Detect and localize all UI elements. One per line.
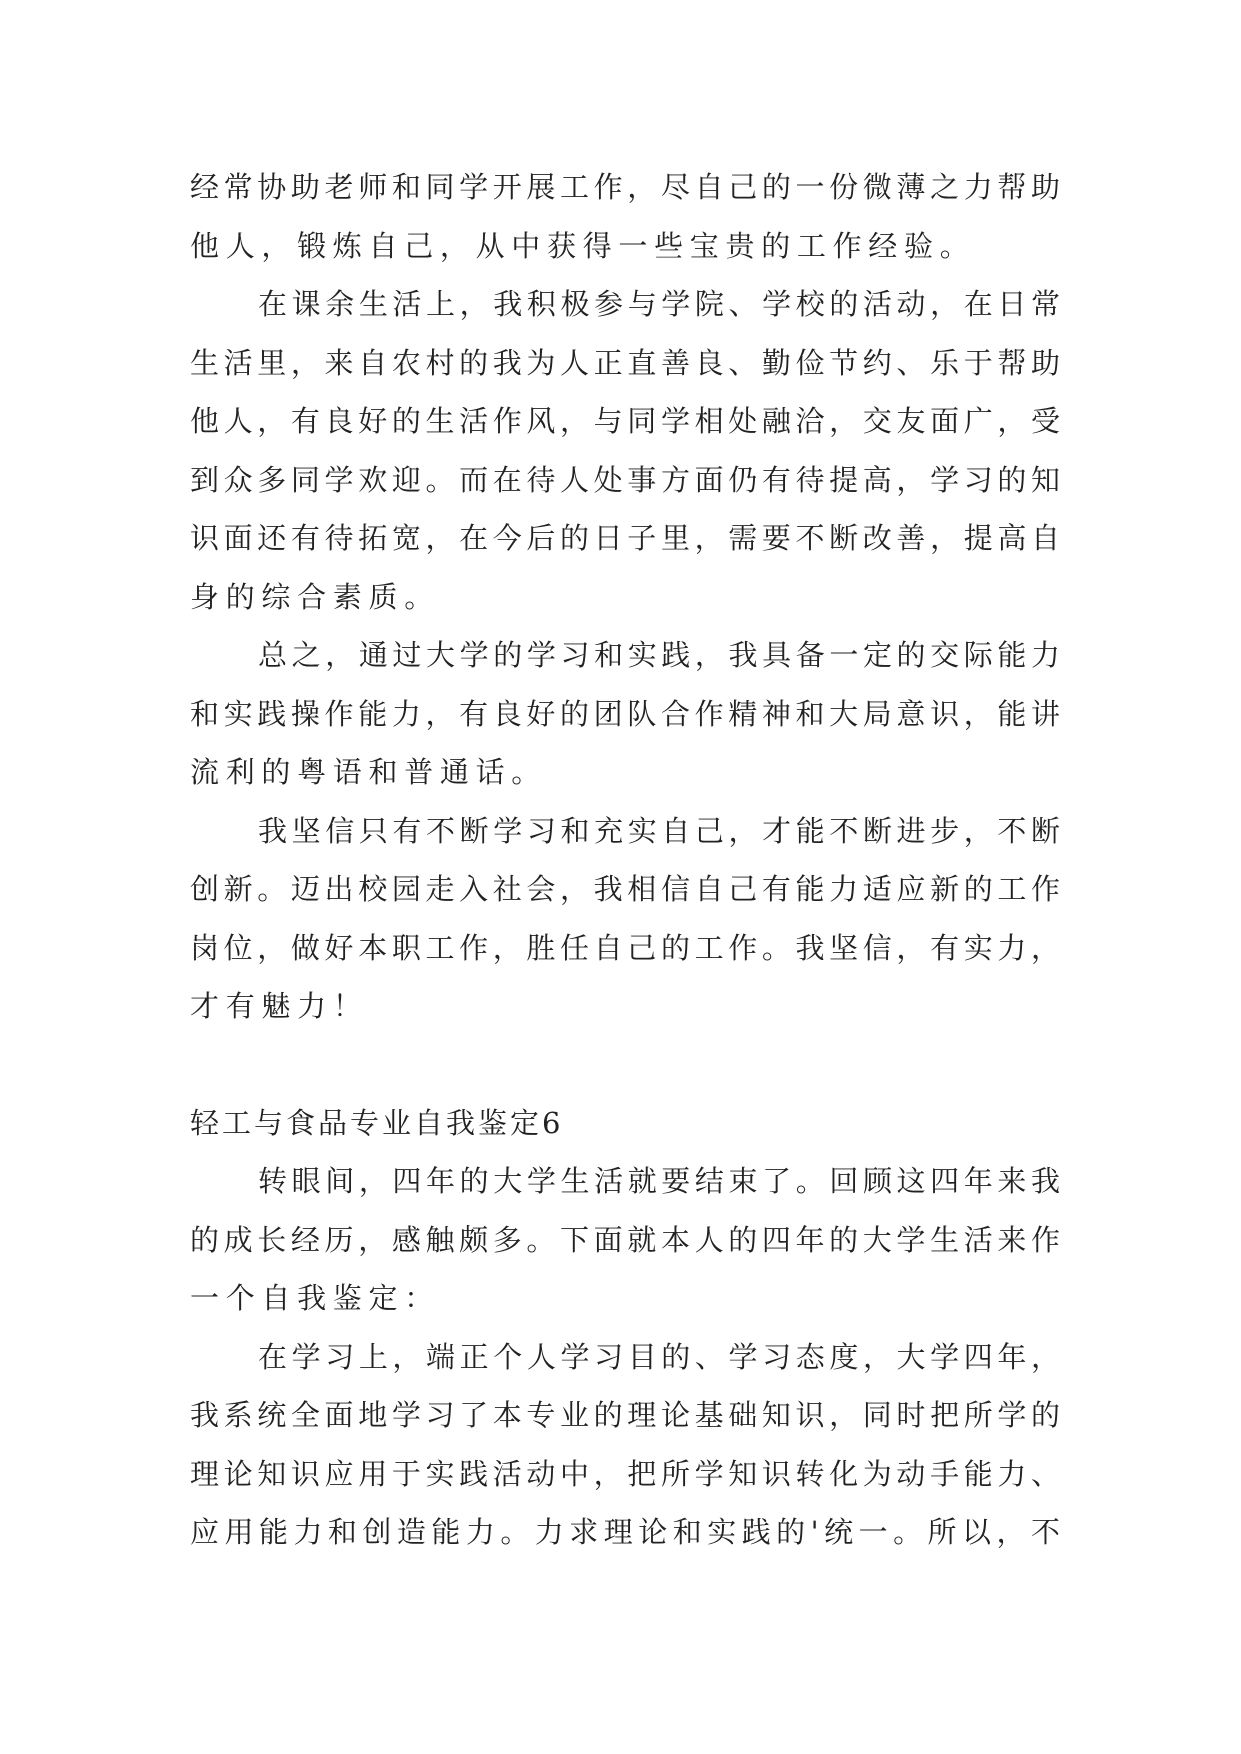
paragraph-5 bbox=[190, 1152, 1060, 1328]
text-line: 转眼间，四年的大学生活就要结束了。回顾这四年来我 bbox=[258, 1164, 1060, 1198]
paragraph-6 bbox=[190, 1328, 1060, 1562]
text-line: 在学习上，端正个人学习目的、学习态度，大学四年， bbox=[258, 1339, 1060, 1374]
text-line: 和实践操作能力，有良好的团队合作精神和大局意识，能讲 bbox=[190, 696, 1060, 731]
text-line: 创新。迈出校园走入社会，我相信自己有能力适应新的工作 bbox=[190, 872, 1060, 906]
document-body bbox=[190, 158, 1060, 1562]
text-line: 他人，锻炼自己，从中获得一些宝贵的工作经验。 bbox=[190, 228, 976, 263]
text-line: 身的综合素质。 bbox=[190, 579, 440, 614]
paragraph-4 bbox=[190, 802, 1060, 1036]
text-line: 理论知识应用于实践活动中，把所学知识转化为动手能力、 bbox=[190, 1456, 1060, 1491]
text-line: 应用能力和创造能力。力求理论和实践的'统一。所以，不 bbox=[190, 1515, 1060, 1549]
text-line: 生活里，来自农村的我为人正直善良、勤俭节约、乐于帮助 bbox=[190, 345, 1060, 380]
text-line: 岗位，做好本职工作，胜任自己的工作。我坚信，有实力， bbox=[190, 930, 1060, 965]
section-heading: 轻工与食品专业自我鉴定6 bbox=[190, 1105, 564, 1140]
text-line: 才有魅力！ bbox=[190, 989, 369, 1023]
text-line: 我系统全面地学习了本专业的理论基础知识，同时把所学的 bbox=[190, 1398, 1060, 1432]
paragraph-3 bbox=[190, 626, 1060, 802]
text-line: 他人，有良好的生活作风，与同学相处融洽，交友面广，受 bbox=[190, 404, 1060, 438]
text-line: 流利的粤语和普通话。 bbox=[190, 755, 548, 789]
text-line: 在课余生活上，我积极参与学院、学校的活动，在日常 bbox=[258, 287, 1060, 321]
text-line: 我坚信只有不断学习和充实自己，才能不断进步，不断 bbox=[258, 813, 1060, 848]
text-line: 识面还有待拓宽，在今后的日子里，需要不断改善，提高自 bbox=[190, 521, 1060, 555]
text-line: 经常协助老师和同学开展工作，尽自己的一份微薄之力帮助 bbox=[190, 170, 1060, 204]
text-line: 一个自我鉴定： bbox=[190, 1281, 440, 1315]
paragraph-1 bbox=[190, 158, 1060, 275]
section-spacer bbox=[190, 1036, 1060, 1094]
text-line: 的成长经历，感触颇多。下面就本人的四年的大学生活来作 bbox=[190, 1222, 1060, 1257]
text-line: 到众多同学欢迎。而在待人处事方面仍有待提高，学习的知 bbox=[190, 462, 1060, 497]
paragraph-2 bbox=[190, 275, 1060, 626]
text-line: 总之，通过大学的学习和实践，我具备一定的交际能力 bbox=[258, 638, 1060, 672]
